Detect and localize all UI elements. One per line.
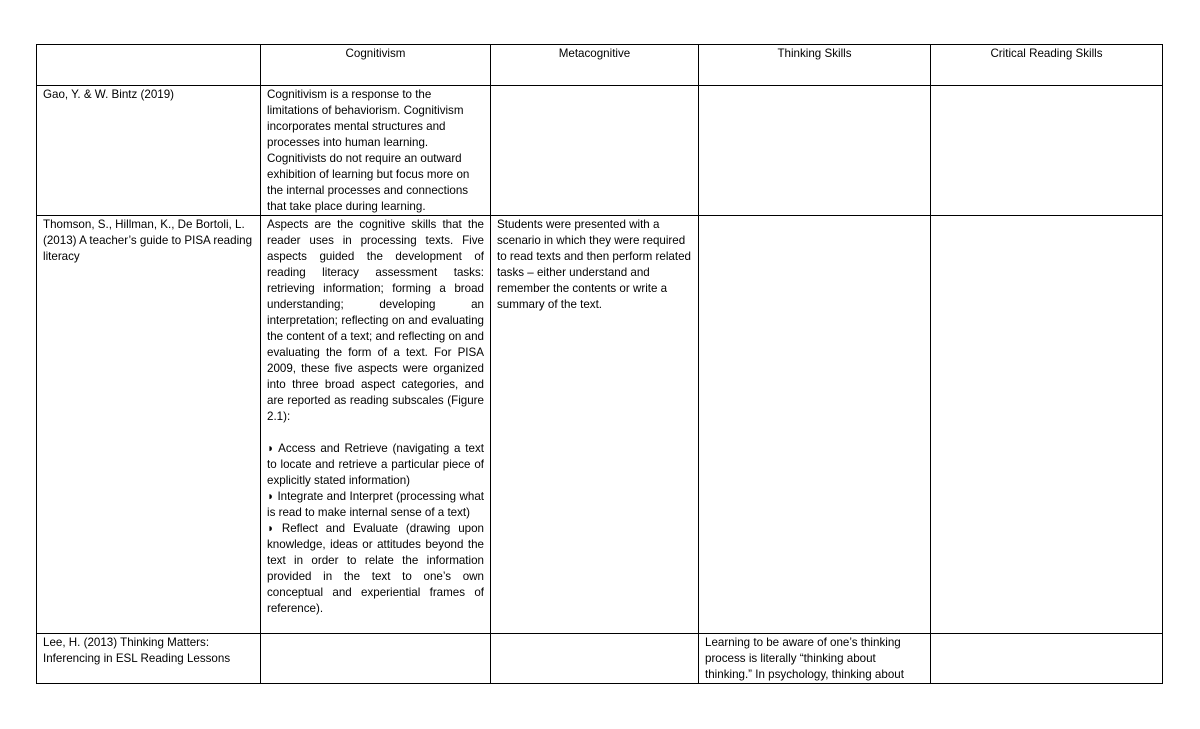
metacognitive-cell <box>491 634 699 684</box>
paragraph-gap <box>267 425 484 441</box>
thinking-skills-cell <box>699 86 931 216</box>
metacognitive-cell <box>491 86 699 216</box>
header-row <box>37 45 1163 86</box>
table-row <box>37 216 1163 634</box>
header-metacognitive: Metacognitive <box>491 45 699 86</box>
bullet-integrate-interpret: ◗ Integrate and Interpret (processing what is read to make internal sense of a text) <box>267 490 484 519</box>
literature-matrix-table <box>36 44 1163 684</box>
cognitivism-cell: Cognitivism is a response to the limitations of behaviorism. Cognitivism incorporates mental structures and processes into human learning. Cognitivists do not require an outward exhibition of learning but focus more on the internal processes and connections that take place during learning. <box>261 86 491 216</box>
thinking-skills-cell: Learning to be aware of one’s thinking process is literally “thinking about thinking.” In psychology, thinking about <box>699 634 931 684</box>
critical-reading-cell <box>931 216 1163 634</box>
header-cognitivism: Cognitivism <box>261 45 491 86</box>
critical-reading-cell <box>931 634 1163 684</box>
source-cell: Gao, Y. & W. Bintz (2019) <box>37 86 261 216</box>
bullet-reflect-evaluate: ◗ Reflect and Evaluate (drawing upon knowledge, ideas or attitudes beyond the text in order to relate the information provided in the text to one’s own conceptual and experiential frames of reference). <box>267 522 484 615</box>
cognitivism-intro: Aspects are the cognitive skills that the reader uses in processing texts. Five aspects guided the development of reading literacy assessment tasks: retrieving information; forming a broad understanding; developing an interpretation; reflecting on and evaluating the content of a text; and reflecting on and evaluating the form of a text. For PISA 2009, these five aspects were organized into three broad aspect categories, and are reported as reading subscales (Figure 2.1): <box>267 218 484 423</box>
source-cell: Lee, H. (2013) Thinking Matters: Inferencing in ESL Reading Lessons <box>37 634 261 684</box>
table-row <box>37 86 1163 216</box>
header-source <box>37 45 261 86</box>
metacognitive-cell: Students were presented with a scenario in which they were required to read texts and then perform related tasks – either understand and remember the contents or write a summary of the text. <box>491 216 699 634</box>
header-thinking-skills: Thinking Skills <box>699 45 931 86</box>
table-row <box>37 634 1163 684</box>
cognitivism-cell <box>261 634 491 684</box>
header-critical-reading-skills: Critical Reading Skills <box>931 45 1163 86</box>
source-cell: Thomson, S., Hillman, K., De Bortoli, L. (2013) A teacher’s guide to PISA reading literacy <box>37 216 261 634</box>
bullet-access-retrieve: ◗ Access and Retrieve (navigating a text to locate and retrieve a particular piece of explicitly stated information) <box>267 442 484 487</box>
document-page <box>36 44 1163 684</box>
thinking-skills-cell <box>699 216 931 634</box>
cognitivism-cell <box>261 216 491 634</box>
critical-reading-cell <box>931 86 1163 216</box>
